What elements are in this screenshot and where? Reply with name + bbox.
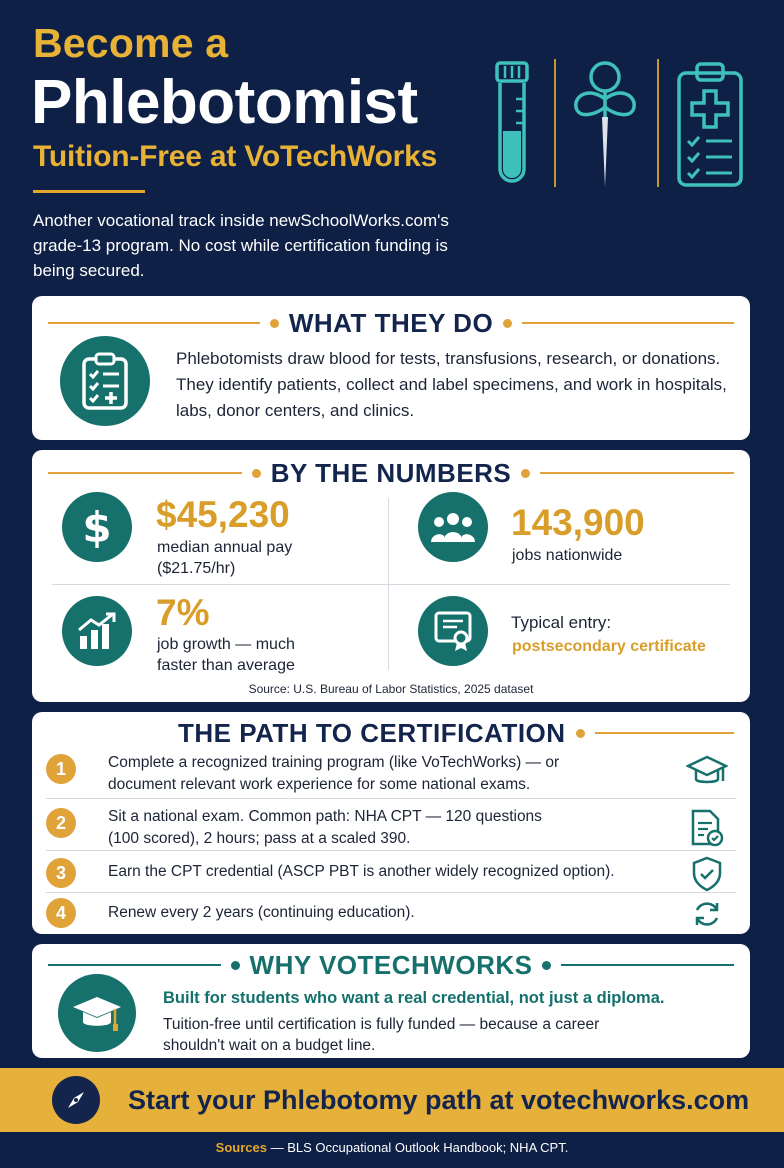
people-group-icon [418,492,488,562]
path-card [32,712,750,934]
jobs-label: jobs nationwide [512,547,623,564]
numbers-heading: BY THE NUMBERS [270,457,512,488]
hourly-pay-label: ($21.75/hr) [157,560,236,577]
step-text-line: document relevant work experience for some national exams. [108,776,531,793]
median-pay-value: $45,230 [156,494,290,535]
certificate-icon [418,596,488,666]
step-text-line: (100 scored), 2 hours; pass at a scaled 390. [108,830,411,847]
job-growth-label: job growth — much [157,636,295,653]
step-number: 2 [46,808,76,838]
cta-banner[interactable] [0,1068,784,1132]
step-text-line: Earn the CPT credential (ASCP PBT is another widely recognized option). [108,863,615,880]
icon-divider [657,59,659,187]
shield-check-icon [692,856,722,892]
median-pay-label: median annual pay [157,539,293,556]
by-the-numbers-card [32,450,750,702]
medical-clipboard-icon [676,61,744,187]
step-number: 3 [46,858,76,888]
step-separator [46,892,736,893]
step-separator [46,850,736,851]
mortarboard-icon [58,974,136,1052]
numbers-source: Source: U.S. Bureau of Labor Statistics, 2025 dataset [248,682,534,696]
stat-divider-horizontal [52,584,730,585]
what-they-do-heading: WHAT THEY DO [288,307,494,338]
graduation-cap-icon [686,754,728,788]
step-number: 4 [46,898,76,928]
hero-intro: Another vocational track inside newSchoolWorks.com's grade-13 program. No cost while certification funding is being secured. [33,211,449,280]
why-body: Tuition-free until certification is fully funded — because a career shouldn't wait on a budget line. [163,1016,600,1054]
section-heading [32,458,750,488]
hero-kicker: Become a [33,20,229,66]
page-title: Phlebotomist [31,68,418,137]
path-step [46,898,736,930]
footer-text: — BLS Occupational Outlook Handbook; NHA CPT. [266,1140,569,1155]
what-they-do-card [32,296,750,440]
what-they-do-text: Phlebotomists draw blood for tests, transfusions, research, or donations. They identify patients, collect and label specimens, and work in hospitals, labs, donor centers, and clinics. [176,349,727,420]
title-underline [33,190,145,193]
footer-sources [0,1140,784,1155]
path-step [46,752,736,800]
job-growth-label-2: faster than average [157,657,295,674]
path-step [46,856,736,892]
why-heading: WHY VOTECHWORKS [249,949,533,980]
path-step [46,804,736,852]
entry-requirement: postsecondary certificate [512,638,706,655]
step-text-line: Renew every 2 years (continuing education). [108,904,415,921]
butterfly-needle-icon [570,59,640,189]
hero-icon-group [486,55,746,190]
why-lead: Built for students who want a real credential, not just a diploma. [163,989,665,1007]
test-tube-icon [492,61,532,187]
step-text-line: Sit a national exam. Common path: NHA CPT — 120 questions [108,808,542,825]
clipboard-checklist-icon [60,336,150,426]
path-heading: THE PATH TO CERTIFICATION [178,717,566,748]
step-separator [46,798,736,799]
section-heading [32,950,750,980]
step-text-line: Complete a recognized training program (like VoTechWorks) — or [108,754,560,771]
icon-divider [554,59,556,187]
exam-document-icon [690,808,724,848]
dollar-icon: $ [62,492,132,562]
why-votechworks-card [32,944,750,1058]
job-growth-value: 7% [156,592,210,633]
section-heading [32,308,750,338]
growth-chart-icon [62,596,132,666]
compass-icon [52,1076,100,1124]
hero-subtitle: Tuition-Free at VoTechWorks [33,140,438,173]
jobs-value: 143,900 [511,502,645,543]
step-number: 1 [46,754,76,784]
entry-label: Typical entry: [511,613,612,632]
hero-header [0,0,784,296]
footer-label: Sources [215,1140,267,1155]
section-heading [32,718,750,748]
cta-link[interactable]: Start your Phlebotomy path at votechworks.com [128,1085,750,1115]
renew-arrows-icon [692,899,722,929]
